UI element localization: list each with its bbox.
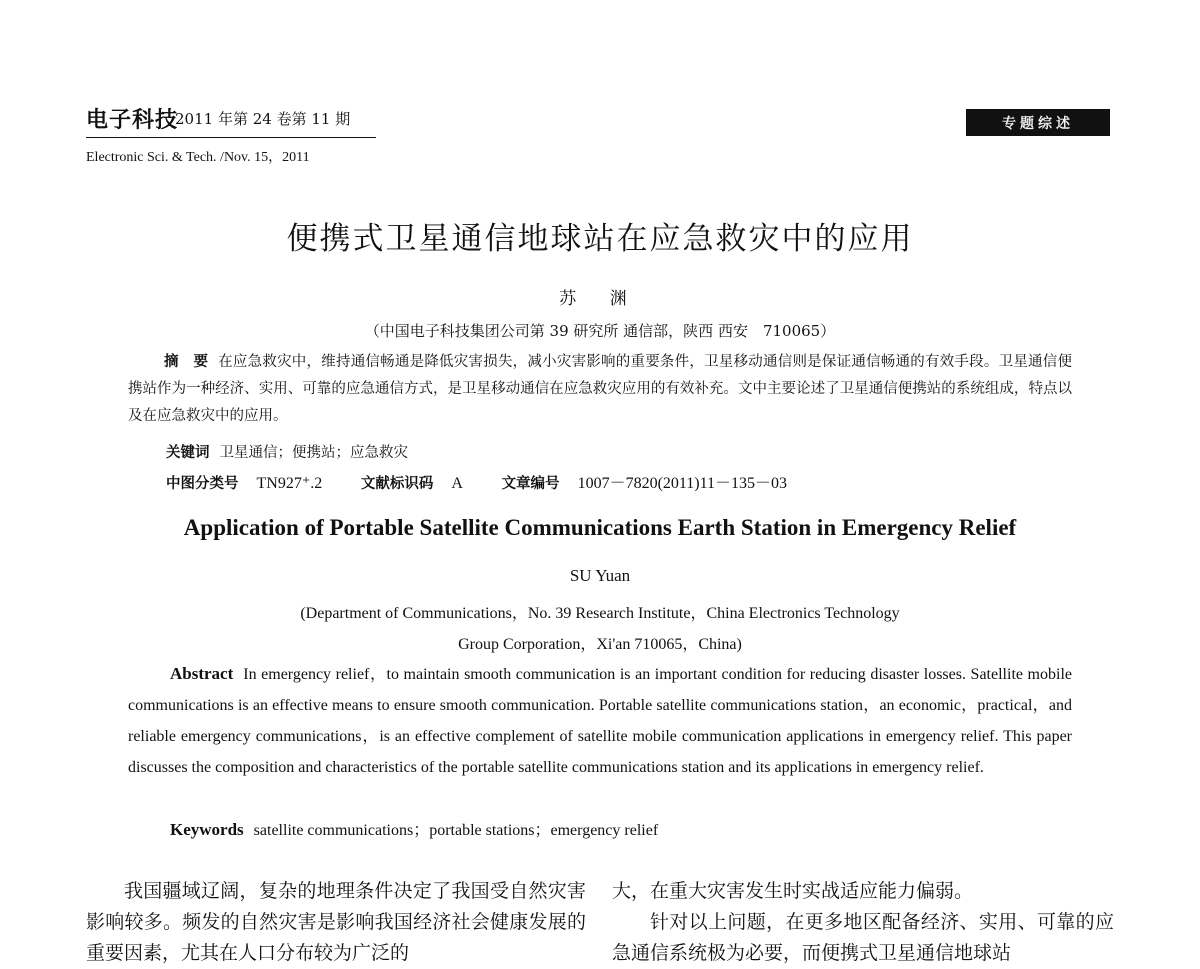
abstract-zh: [128, 349, 1072, 430]
cls-value: TN927⁺.2: [256, 475, 323, 492]
abstract-zh-label: 摘 要: [164, 354, 209, 370]
keywords-zh: [166, 441, 408, 462]
classification-row: [166, 470, 821, 493]
journal-citation-en: Electronic Sci. & Tech. /Nov. 15，2011: [86, 150, 310, 165]
body-right-column: [612, 876, 1114, 969]
article-no-label: 文章编号: [501, 476, 560, 492]
keywords-zh-label: 关键词: [166, 445, 210, 461]
abstract-en: [128, 658, 1072, 783]
journal-issue: 2011 年第 24 卷第 11 期: [175, 110, 351, 128]
author-en: SU Yuan: [569, 566, 631, 585]
keywords-zh-text: 卫星通信；便携站；应急救灾: [219, 445, 408, 461]
doc-code-label: 文献标识码: [360, 476, 434, 492]
abstract-zh-text: 在应急救灾中，维持通信畅通是降低灾害损失，减小灾害影响的重要条件，卫星移动通信则是保证通信畅通的有效手段。卫星通信便携站作为一种经济、实用、可靠的应急通信方式，是卫星移动通信在应急救灾应用的有效补充。文中主要论述了卫星通信便携站的系统组成，特点以及在应急救灾中的应用。: [128, 354, 1073, 424]
keywords-en-label: Keywords: [170, 820, 244, 839]
column-badge: 专题综述: [966, 109, 1110, 136]
body-right-para-2: 针对以上问题，在更多地区配备经济、实用、可靠的应急通信系统极为必要，而便携式卫星通信地球站: [612, 911, 1114, 964]
paper-title-en: Application of Portable Satellite Communications Earth Station in Emergency Relief: [183, 515, 1017, 540]
journal-logo: 电子科技: [86, 107, 179, 133]
author-zh: 苏 渊: [559, 289, 641, 309]
article-no-value: 1007－7820(2011)11－135－03: [577, 475, 788, 492]
abstract-en-label: Abstract: [170, 664, 234, 683]
body-right-para-1: 大，在重大灾害发生时实战适应能力偏弱。: [612, 880, 974, 902]
body-left-column: 我国疆域辽阔，复杂的地理条件决定了我国受自然灾害影响较多。频发的自然灾害是影响我国经济社会健康发展的重要因素，尤其在人口分布较为广泛的: [86, 880, 586, 964]
affiliation-zh: （中国电子科技集团公司第 39 研究所 通信部，陕西 西安 710065）: [364, 322, 836, 340]
doc-code-value: A: [451, 475, 463, 492]
keywords-en: [170, 817, 658, 840]
paper-title-zh: 便携式卫星通信地球站在应急救灾中的应用: [286, 221, 914, 257]
abstract-en-text: In emergency relief，to maintain smooth communication is an important condition for reducing disaster losses. Satellite mobile communications is an effective means to ensure smooth communication. Portable satellite communications station，an economic，practical，and reliable emergency communications，is an effective complement of satellite mobile communication applications in emergency relief. This paper discusses the composition and characteristics of the portable satellite communications station and its applications in emergency relief.: [128, 666, 1073, 776]
affiliation-en-line2: Group Corporation，Xi'an 710065，China): [458, 636, 742, 653]
affiliation-en: [0, 598, 1200, 660]
header-rule: [86, 137, 376, 138]
keywords-en-text: satellite communications；portable stations；emergency relief: [253, 822, 659, 839]
cls-label: 中图分类号: [166, 476, 239, 492]
affiliation-en-line1: (Department of Communications，No. 39 Research Institute，China Electronics Technology: [300, 605, 900, 622]
